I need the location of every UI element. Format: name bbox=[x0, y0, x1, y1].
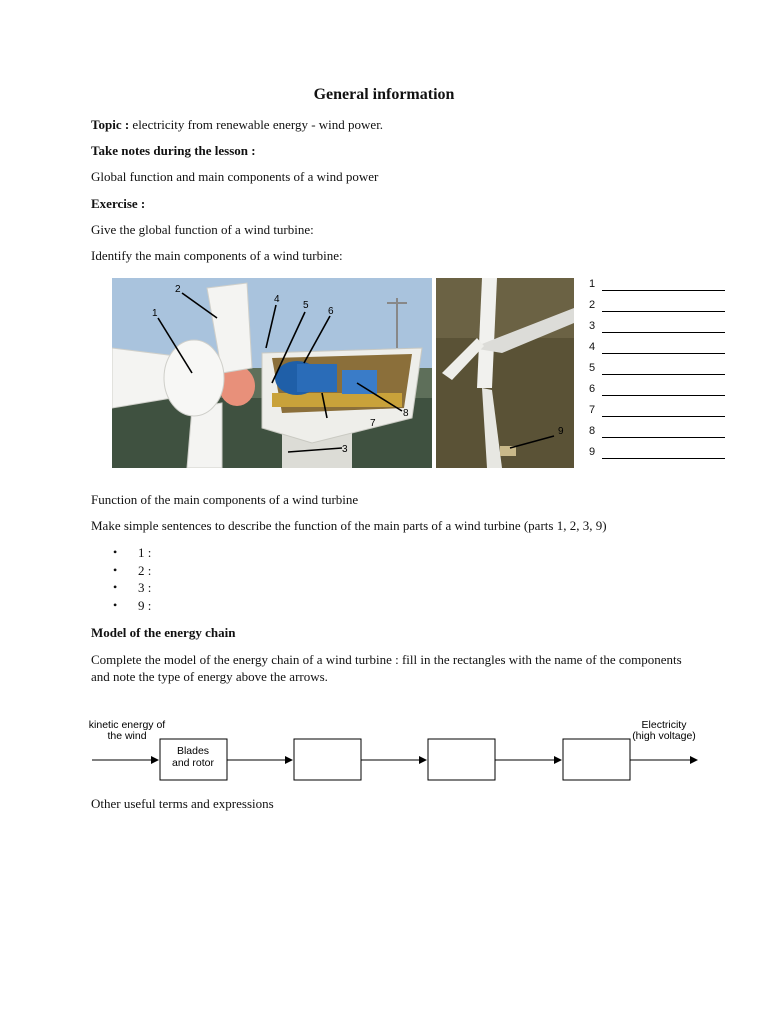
answer-blank bbox=[602, 290, 725, 291]
answer-blank bbox=[602, 332, 725, 333]
answer-row bbox=[589, 320, 729, 336]
callout-8: 8 bbox=[403, 408, 409, 419]
topic-label: Topic : bbox=[91, 117, 130, 132]
energy-chain-diagram bbox=[80, 715, 710, 790]
answer-row bbox=[589, 278, 729, 294]
answer-blank bbox=[602, 374, 725, 375]
take-notes-heading: Take notes during the lesson : bbox=[91, 143, 256, 158]
function-heading: Function of the main components of a wind turbine bbox=[91, 492, 359, 507]
topic-line bbox=[91, 117, 383, 133]
answer-row bbox=[589, 383, 729, 399]
other-terms-line: Other useful terms and expressions bbox=[91, 796, 274, 811]
complete-instructions: Complete the model of the energy chain of a wind turbine : fill in the rectangles with the name of the components and note the type of energy above the arrows. bbox=[91, 652, 682, 684]
answer-row bbox=[589, 446, 729, 462]
answer-blank bbox=[602, 311, 725, 312]
answer-number: 9 bbox=[589, 446, 596, 458]
make-sentences-line: Make simple sentences to describe the function of the main parts of a wind turbine (parts 1, 2, 3, 9) bbox=[91, 518, 607, 533]
answer-number: 2 bbox=[589, 299, 596, 311]
model-heading: Model of the energy chain bbox=[91, 625, 236, 640]
input-energy-label-2: the wind bbox=[107, 730, 147, 742]
answer-number: 6 bbox=[589, 383, 596, 395]
answer-row bbox=[589, 362, 729, 378]
wind-turbine-figure bbox=[112, 278, 574, 468]
callout-7: 7 bbox=[370, 418, 376, 429]
answer-blank bbox=[602, 458, 725, 459]
answer-row bbox=[589, 341, 729, 357]
callout-2: 2 bbox=[175, 284, 181, 295]
callout-9: 9 bbox=[558, 426, 564, 437]
exercise-heading: Exercise : bbox=[91, 196, 146, 211]
aerial-photo bbox=[436, 278, 574, 468]
callout-3: 3 bbox=[342, 444, 348, 455]
answer-row bbox=[589, 404, 729, 420]
document-page: General information Topic : electricity from renewable energy - wind power. Take notes during the lesson : Global function and main components of a wind power Exercise : Give the global function of a wind turbine: Identify the main components of a wind turbine: 1 2 3 4 5 6 7 8 9 1 2 3 4 5 6 7 8 9 Function of the main components of a wind turbine Make simple sentences to describe the function of the main parts of a wind turbine (parts 1, 2, 3, 9) • 1 : • 2 : • 3 : • 9 : Model of the energy chain Complete the model of the energy chain of a wind turbine : fill in the rectangles with the name of the components and note the type of energy above the arrows. kinetic energy of the wind Electricity (high voltage) Blades and rotor Other useful terms and expressions bbox=[0, 0, 768, 1024]
answer-number: 7 bbox=[589, 404, 596, 416]
callout-1: 1 bbox=[152, 308, 158, 319]
answer-number: 4 bbox=[589, 341, 596, 353]
output-energy-label-2: (high voltage) bbox=[632, 730, 696, 742]
answer-blank bbox=[602, 416, 725, 417]
answer-number: 5 bbox=[589, 362, 596, 374]
answer-blank bbox=[602, 437, 725, 438]
callout-6: 6 bbox=[328, 306, 334, 317]
nacelle-photo bbox=[112, 278, 432, 468]
input-energy-label: kinetic energy of bbox=[88, 719, 166, 731]
answer-blank bbox=[602, 395, 725, 396]
page-title: General information bbox=[313, 86, 455, 103]
give-function-line: Give the global function of a wind turbine: bbox=[91, 222, 314, 237]
answer-blank bbox=[602, 353, 725, 354]
chain-box-3 bbox=[428, 739, 495, 780]
topic-text: electricity from renewable energy - wind power. bbox=[129, 117, 384, 132]
output-energy-label: Electricity bbox=[641, 719, 687, 731]
answer-row bbox=[589, 299, 729, 315]
box1-label-2: and rotor bbox=[171, 757, 215, 769]
callout-4: 4 bbox=[274, 294, 280, 305]
answer-number: 8 bbox=[589, 425, 596, 437]
answer-number: 3 bbox=[589, 320, 596, 332]
answer-list bbox=[589, 278, 729, 468]
answer-number: 1 bbox=[589, 278, 596, 290]
chain-box-4 bbox=[563, 739, 630, 780]
global-function-line: Global function and main components of a wind power bbox=[91, 169, 379, 184]
box1-label: Blades bbox=[176, 745, 210, 757]
identify-line: Identify the main components of a wind turbine: bbox=[91, 248, 343, 263]
callout-5: 5 bbox=[303, 300, 309, 311]
answer-row bbox=[589, 425, 729, 441]
chain-box-2 bbox=[294, 739, 361, 780]
